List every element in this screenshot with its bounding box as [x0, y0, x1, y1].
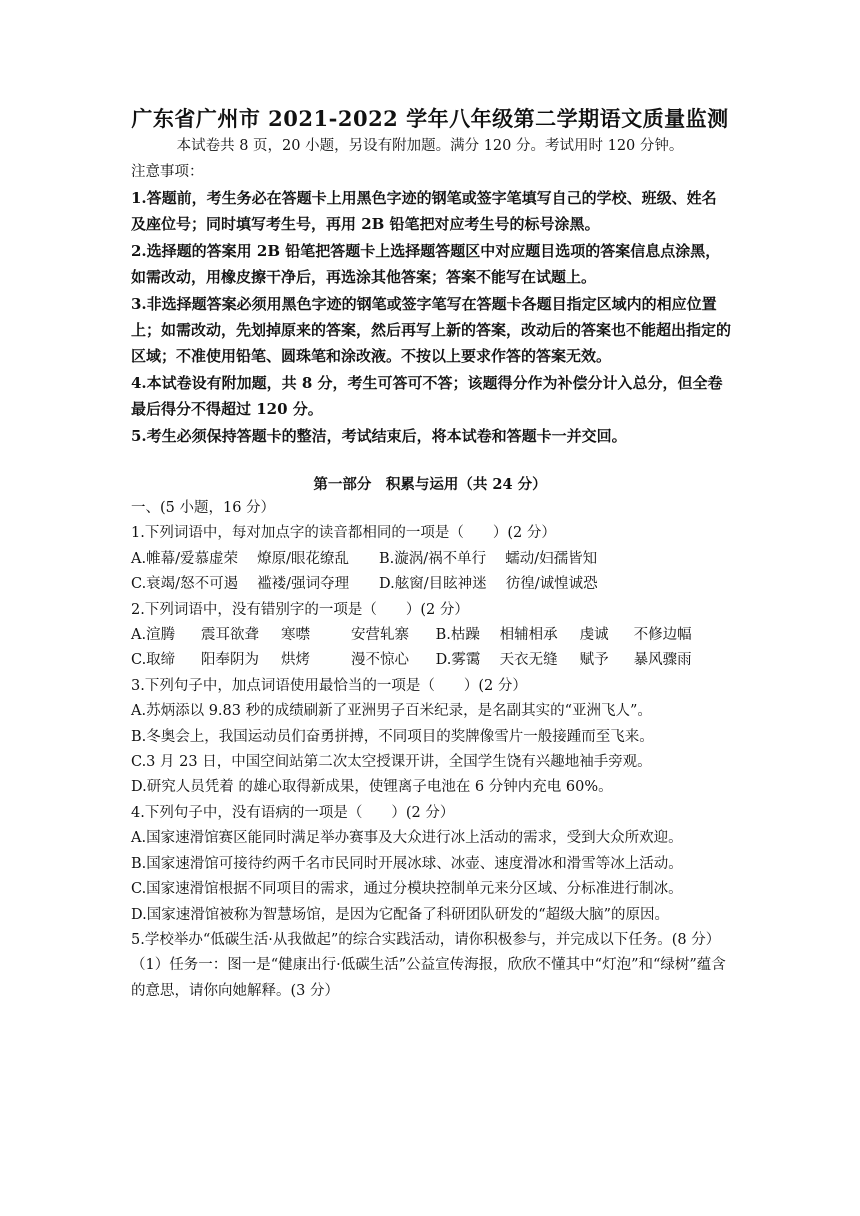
notice-item: 2.选择题的答案用 2B 铅笔把答题卡上选择题答题区中对应题目选项的答案信息点涂黑，如需改动，用橡皮擦干净后，再选涂其他答案；答案不能写在试题上。	[131, 241, 721, 287]
question-3-option-a: A.苏炳添以 9.83 秒的成绩刷新了亚洲男子百米纪录，是名副其实的“亚洲飞人”。	[131, 703, 652, 720]
question-2-options-ab	[131, 623, 731, 648]
question-4-option-a: A.国家速滑馆赛区能同时满足举办赛事及大众进行冰上活动的需求，受到大众所欢迎。	[131, 830, 683, 847]
notice-heading: 注意事项：	[131, 164, 204, 180]
question-4-option-d: D.国家速滑馆被称为智慧场馆，是因为它配备了科研团队研发的“超级大脑”的原因。	[131, 906, 670, 923]
option-a-word: A.渲腾	[131, 627, 176, 644]
question-3-option-c: C.3 月 23 日，中国空间站第二次太空授课开讲，全国学生饶有兴趣地袖手旁观。	[131, 754, 652, 771]
option-d	[379, 572, 598, 597]
exam-subtitle: 本试卷共 8 页，20 小题，另设有附加题。满分 120 分。考试用时 120 分钟。	[176, 138, 684, 154]
notice-item: 5.考生必须保持答题卡的整洁，考试结束后，将本试卷和答题卡一并交回。	[131, 426, 627, 445]
question-1-options-cd	[131, 572, 731, 597]
option-a	[131, 547, 379, 572]
option-d-word: 赋予	[579, 652, 609, 669]
option-c-word1: C.衰竭/怒不可遏	[131, 576, 239, 593]
question-1-stem: 1.下列词语中，每对加点字的读音都相同的一项是（ ）(2 分）	[131, 525, 556, 542]
question-4-stem: 4.下列句子中，没有语病的一项是（ ）(2 分）	[131, 804, 455, 821]
option-b-word: 相辅相承	[499, 627, 558, 644]
option-b-word: B.枯躁	[435, 627, 480, 644]
option-c	[131, 572, 379, 597]
option-c-word2: 褴褛/强词夺理	[257, 576, 350, 593]
option-a-word1: A.帷幕/爱慕虚荣	[131, 550, 238, 567]
option-d-word2: 彷徨/诚惶诚恐	[505, 576, 598, 593]
notice-item: 1.答题前，考生务必在答题卡上用黑色字迹的钢笔或签字笔填写自己的学校、班级、姓名及座位号；同时填写考生号，再用 2B 铅笔把对应考生号的标号涂黑。	[131, 189, 717, 234]
option-c-word: C.取缔	[131, 652, 176, 669]
exam-title: 广东省广州市 2021-2022 学年八年级第二学期语文质量监测	[131, 106, 729, 131]
notice-list	[131, 185, 731, 449]
question-3-option-b: B.冬奥会上，我国运动员们奋勇拼搏，不同项目的奖牌像雪片一般接踵而至飞来。	[131, 728, 654, 745]
option-b-word: 虔诚	[579, 627, 609, 644]
question-5-task-1: （1）任务一：图一是“健康出行·低碳生活”公益宣传海报，欣欣不懂其中“灯泡”和“绿树”蕴含的意思，请你向她解释。(3 分）	[131, 957, 726, 999]
option-a-word: 寒噤	[281, 627, 310, 644]
question-1-options-ab	[131, 547, 731, 572]
option-d-word1: D.舷窗/目眩神迷	[379, 576, 487, 593]
question-3-stem: 3.下列句子中，加点词语使用最恰当的一项是（ ）(2 分）	[131, 677, 527, 694]
option-c-word: 烘烤	[281, 652, 310, 669]
part-one-title: 第一部分 积累与运用（共 24 分）	[313, 476, 547, 493]
question-2-options-cd	[131, 648, 731, 673]
option-c-word: 阳奉阴为	[201, 652, 259, 669]
question-2-stem: 2.下列词语中，没有错别字的一项是（ ）(2 分）	[131, 601, 469, 618]
question-4-option-b: B.国家速滑馆可接待约两千名市民同时开展冰球、冰壶、速度滑冰和滑雪等冰上活动。	[131, 855, 683, 872]
option-c-word: 漫不惊心	[351, 652, 409, 669]
option-d-word: 暴风骤雨	[633, 652, 692, 669]
question-3-option-d: D.研究人员凭着 的雄心取得新成果，使锂离子电池在 6 分钟内充电 60%。	[131, 779, 613, 796]
question-5-stem: 5.学校举办“低碳生活·从我做起”的综合实践活动，请你积极参与，并完成以下任务。(8 分）	[131, 931, 721, 948]
option-a-word: 安营轧寨	[351, 627, 409, 644]
notice-item: 3.非选择题答案必须用黑色字迹的钢笔或签字笔写在答题卡各题目指定区域内的相应位置上；如需改动，先划掉原来的答案，然后再写上新的答案，改动后的答案也不能超出指定的区域；不准使用铅笔、圆珠笔和涂改液。不按以上要求作答的答案无效。	[131, 294, 732, 366]
option-b-word2: 蠕动/妇孺皆知	[505, 550, 598, 567]
option-a-word: 震耳欲聋	[201, 627, 259, 644]
option-b	[379, 547, 597, 572]
notice-item: 4.本试卷设有附加题，共 8 分，考生可答可不答；该题得分作为补偿分计入总分，但全卷最后得分不得超过 120 分。	[131, 373, 723, 419]
option-a-word2: 燎原/眼花缭乱	[257, 550, 349, 567]
question-4-option-c: C.国家速滑馆根据不同项目的需求，通过分模块控制单元来分区域、分标准进行制冰。	[131, 881, 683, 898]
option-d-word: D.雾霭	[435, 652, 481, 669]
option-d-word: 天衣无缝	[499, 652, 558, 669]
part-one-body	[131, 496, 731, 1004]
question-group-heading: 一、(5 小题，16 分）	[131, 500, 276, 516]
option-b-word1: B.漩涡/祸不单行	[379, 550, 487, 567]
option-b-word: 不修边幅	[633, 627, 692, 644]
